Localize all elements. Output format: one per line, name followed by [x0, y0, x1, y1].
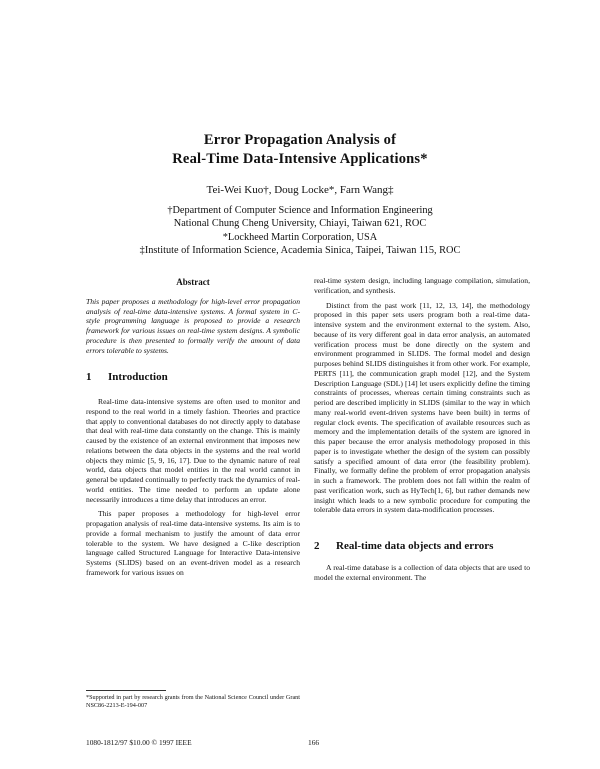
affiliation-line: National Chung Cheng University, Chiayi, Taiwan 621, ROC: [173, 218, 427, 230]
title-line-2: Real-Time Data-Intensive Applications*: [172, 151, 428, 167]
body-paragraph: A real-time database is a collection of data objects that are used to model the external environment. The: [314, 562, 530, 582]
section-heading-introduction: [86, 373, 300, 383]
affiliation-line: *Lockheed Martin Corporation, USA: [222, 231, 378, 243]
body-paragraph: real-time system design, including language compilation, simulation, verification, and synthesis.: [314, 276, 530, 295]
section-title: Introduction: [108, 371, 168, 384]
body-paragraph: Real-time data-intensive systems are often used to monitor and respond to the real world in a timely fashion. Theories and practice that apply to conventional databases do not directly apply to database that deal with real-time data constantly on the change. This is mainly caused by the existence of an external environment that imposes new relations between the data objects in the systems and the real world objects they mimic [5, 9, 16, 17]. Due to the dynamic nature of real world, data objects that model entities in the real world cannot in general be updated continually to perfectly track the dynamics of real-world entities. The time needed to perform an update alone necessarily introduces a time delay that introduces an error.: [86, 397, 300, 504]
affiliation-line: ‡Institute of Information Science, Academia Sinica, Taipei, Taiwan 115, ROC: [139, 245, 461, 257]
abstract-heading: Abstract: [176, 277, 210, 287]
footnote: *Supported in part by research grants from the National Science Council under Grant NSC86-2213-E-194-007: [86, 694, 300, 709]
body-paragraph: Distinct from the past work [11, 12, 13, 14], the methodology proposed in this paper sets users program both a real-time data-intensive system and the environment external to the system. Also, because of its very different goal in data error analysis, an automated verification process must be done directly on the system and environment programmed in SLIDS. The formal model and design purposes behind SLIDS distinguishes it from other work. For example, PERTS [11], the communication graph model [12], and the System Description Language (SDL) [14] let users explicitly define the timing constraints of processes, whereas certain timing constraints such as period are described implicitly in SLIDS (similar to the way in which many real-world event-driven systems have been built) in terms of regular clock events. The specification of available resources such as memory and the implementation details of the system are ignored in this paper because the error analysis methodology proposed in this paper is to investigate whether the design of the system can possibly satisfy a specified amount of data error (the feasibility problem). Finally, we formally define the problem of error propagation analysis in such a framework. The problem does not fall within the realm of past verification work, such as HyTech[1, 6], but rather demands new insight which leads to a new symbolic procedure for computing the tolerable data errors in system data-modification processes.: [314, 300, 530, 515]
title-line-1: Error Propagation Analysis of: [203, 132, 397, 148]
section-heading-real-time-data: [314, 542, 530, 552]
body-paragraph: This paper proposes a methodology for high-level error propagation analysis of real-time data-intensive systems. Its aim is to provide a formal mechanism to justify the amount of data error tolerable to the system. We have designed a C-like description language called Structured Language for Interactive Data-intensive Systems (SLIDS) based on an event-driven model as a research framework for various issues on: [86, 509, 300, 577]
abstract-body: This paper proposes a methodology for high-level error propagation analysis of real-time data-intensive systems. A formal system in C-style programming language is proposed to provide a research framework for various issues on real-time system designs. A symbolic procedure is then presented to formally verify the amount of data errors tolerable to systems.: [86, 296, 300, 355]
affiliations: [0, 204, 600, 258]
page-number: 166: [308, 738, 320, 747]
footnote-rule: [86, 690, 166, 691]
section-title: Real-time data objects and errors: [336, 540, 494, 552]
right-column: [314, 276, 530, 587]
section-number: 2: [314, 540, 320, 552]
left-column: [86, 278, 300, 583]
paper-title: [0, 131, 600, 169]
title-block: [0, 131, 600, 258]
author-list: Tei-Wei Kuo†, Doug Locke*, Farn Wang‡: [206, 184, 394, 196]
copyright-line: 1080-1812/97 $10.00 © 1997 IEEE: [86, 738, 192, 747]
section-number: 1: [86, 371, 92, 384]
affiliation-line: †Department of Computer Science and Information Engineering: [167, 205, 433, 216]
